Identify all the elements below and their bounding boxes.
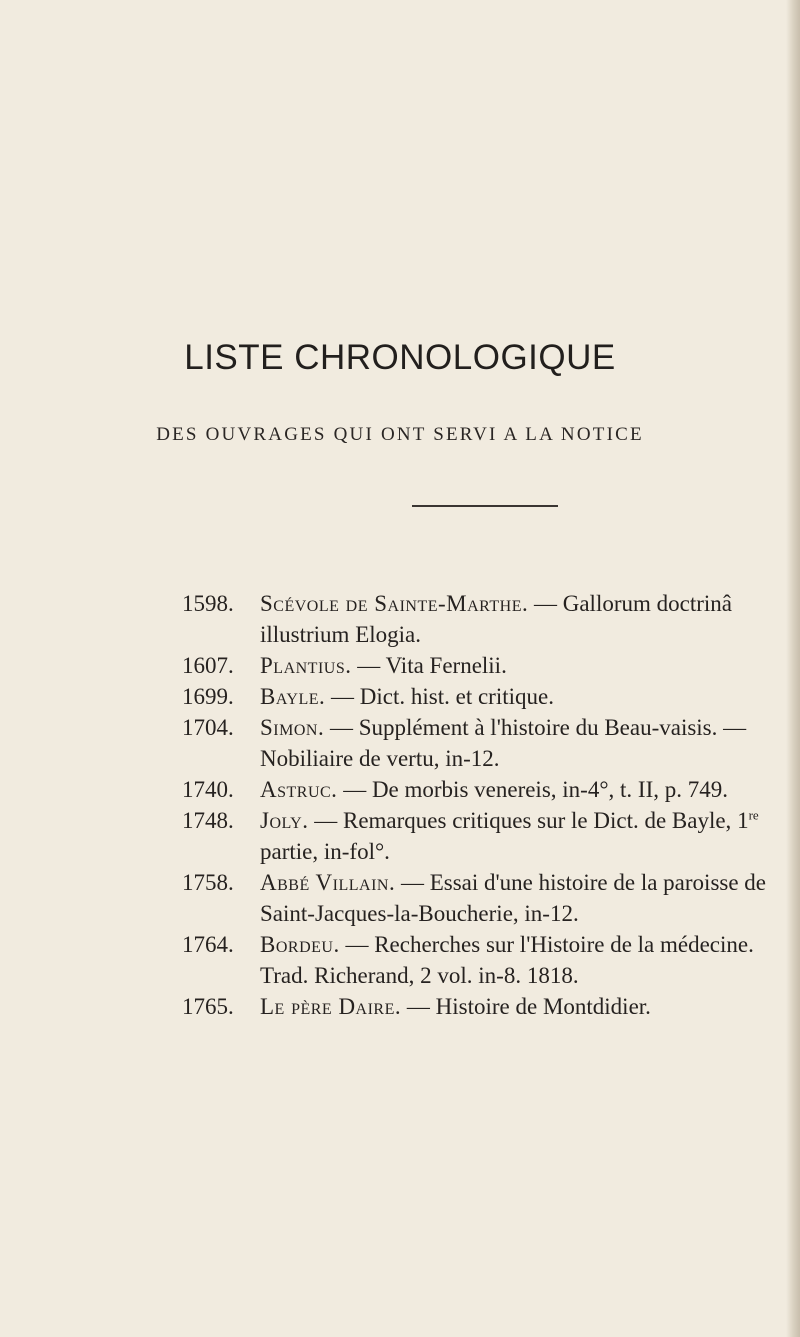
entry-description: — De morbis venereis, in-4°, t. II, p. 749. [337, 777, 728, 802]
entry-description: — Supplément à l'histoire du Beau-vaisis. — Nobiliaire de vertu, in-12. [260, 715, 747, 771]
entry-text [254, 712, 772, 774]
entry-year: 1758. [182, 870, 234, 895]
entry-description: — Gallorum doctrinâ illustrium Elogia. [260, 591, 732, 647]
entry-year: 1598. [182, 591, 234, 616]
entry-text [254, 588, 772, 650]
list-item [182, 588, 772, 650]
entry-year: 1740. [182, 777, 234, 802]
entry-text [254, 774, 772, 805]
list-item [182, 712, 772, 774]
entry-author: Simon. [260, 715, 325, 740]
entry-year: 1764. [182, 932, 234, 957]
entry-author: Le père Daire. [260, 994, 402, 1019]
entry-description: — Vita Fernelii. [351, 653, 507, 678]
entry-text [254, 681, 772, 712]
entry-author: Bordeu. [260, 932, 340, 957]
list-item [182, 774, 772, 805]
entry-text [254, 929, 772, 991]
entry-year: 1704. [182, 715, 234, 740]
entry-author: Plantius. [260, 653, 352, 678]
list-item [182, 650, 772, 681]
entry-text [254, 805, 772, 867]
entry-text [254, 867, 772, 929]
page-edge [786, 0, 800, 1337]
list-item [182, 805, 772, 867]
entry-year: 1699. [182, 684, 234, 709]
entry-author: Scévole de Sainte-Marthe. [260, 591, 529, 616]
ordinal-superscript: re [748, 807, 759, 823]
list-item [182, 681, 772, 712]
entry-description: — Remarques critiques sur le Dict. de Bayle, [308, 808, 738, 833]
list-item [182, 991, 772, 1022]
list-item [182, 929, 772, 991]
entry-description: — Recherches sur l'Histoire de la médecine. Trad. Richerand, 2 vol. in-8. 1818. [260, 932, 754, 988]
entry-description: — Essai d'une histoire de la paroisse de Saint-Jacques-la-Boucherie, in-12. [260, 870, 767, 926]
entry-text [254, 650, 772, 681]
page-title: LISTE CHRONOLOGIQUE [184, 338, 616, 377]
entry-description-end: partie, in-fol°. [260, 839, 390, 864]
entry-description: — Histoire de Montdidier. [401, 994, 651, 1019]
entry-author: Abbé Villain. [260, 870, 396, 895]
chronological-list [182, 588, 772, 1022]
entry-author: Joly. [260, 808, 309, 833]
list-item [182, 867, 772, 929]
page-subtitle: DES OUVRAGES QUI ONT SERVI A LA NOTICE [156, 424, 644, 445]
entry-description: — Dict. hist. et critique. [325, 684, 554, 709]
entry-year: 1748. [182, 808, 234, 833]
entry-text [254, 991, 772, 1022]
entry-year: 1607. [182, 653, 234, 678]
entry-author: Astruc. [260, 777, 338, 802]
entry-author: Bayle. [260, 684, 326, 709]
ordinal-number: 1 [737, 808, 749, 833]
entry-year: 1765. [182, 994, 234, 1019]
divider-rule [412, 505, 558, 507]
